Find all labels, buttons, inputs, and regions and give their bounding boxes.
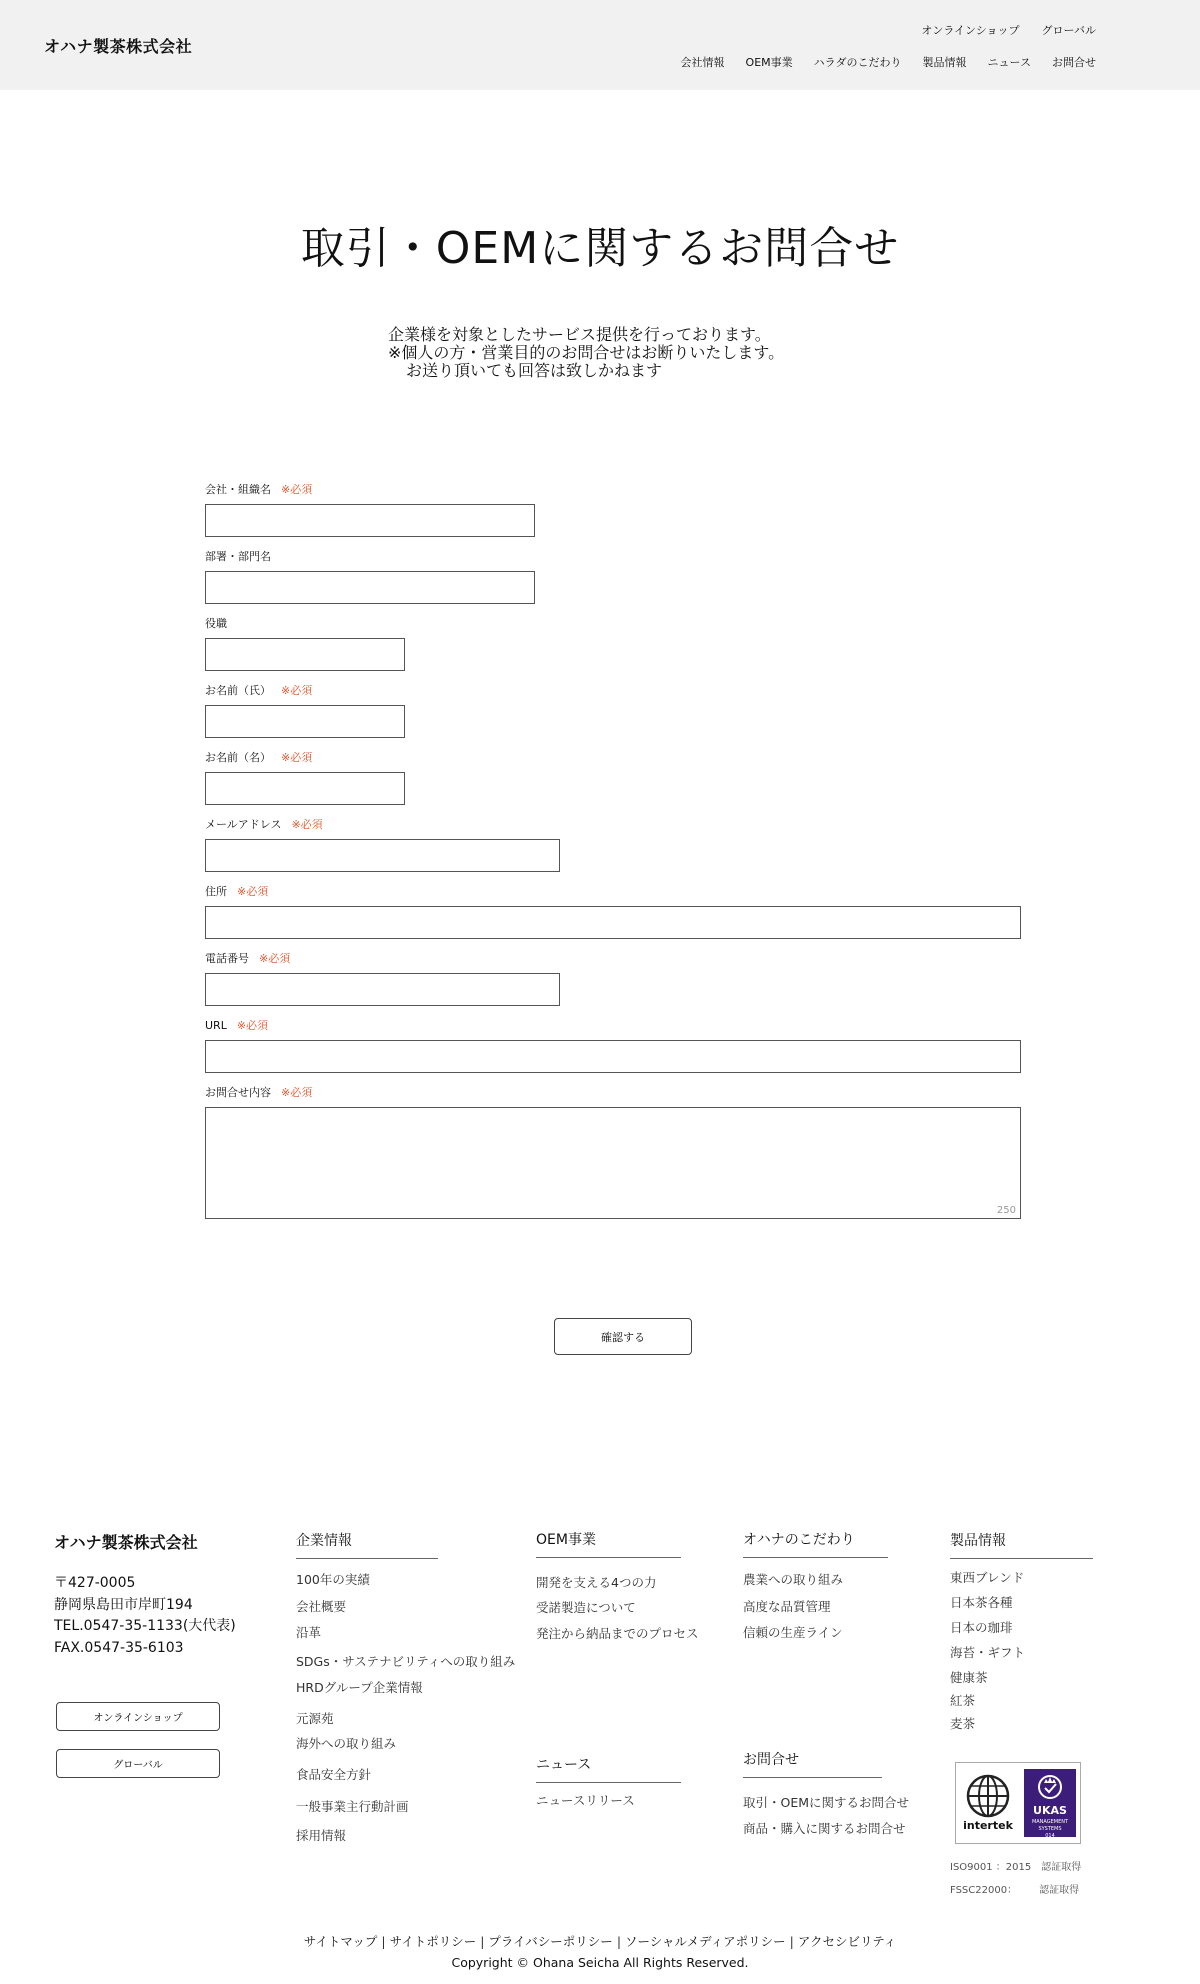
footer-col-news [536,1754,681,1795]
telephone: TEL.0547-35-1133(大代表) [54,1618,236,1634]
company-input[interactable] [205,504,535,537]
footer-link[interactable]: 受諾製造について [536,1600,636,1615]
footer-online-shop-button[interactable]: オンラインショップ [56,1702,220,1731]
footer-link[interactable]: 沿革 [296,1625,322,1640]
footer-link[interactable]: 日本の珈琲 [950,1620,1013,1635]
street-address: 静岡県島田市岸町194 [54,1596,193,1613]
footer-link[interactable]: 東西ブレンド [950,1570,1025,1585]
footer-link[interactable]: 商品・購入に関するお問合せ [743,1821,906,1836]
footer-link[interactable]: 採用情報 [296,1828,347,1843]
footer-link[interactable]: 麦茶 [950,1716,976,1731]
nav-news[interactable]: ニュース [987,56,1031,69]
required-mark: ※必須 [237,885,269,898]
footer-col-heading[interactable]: 企業情報 [296,1530,438,1559]
inquiry-textarea-wrap [205,1107,1021,1219]
intro-line: お送り頂いても回答は致しかねます [406,361,663,380]
footer-link[interactable]: ニュースリリース [536,1793,635,1808]
footer-global-button[interactable]: グローバル [56,1749,220,1778]
footer-col-heading[interactable]: ニュース [536,1754,681,1783]
field-email [205,817,560,872]
phone-input[interactable] [205,973,560,1006]
intro-line: 企業様を対象としたサービス提供を行っております。 [388,325,771,344]
footer-link[interactable]: 取引・OEMに関するお問合せ [743,1795,910,1810]
footer-link[interactable]: 元源苑 [296,1711,334,1726]
page-title: 取引・OEMに関するお問合せ [300,223,900,274]
intro-text [388,326,784,380]
field-label: 役職 [205,617,227,630]
header-top-links [921,22,1096,38]
footer-bottom-links: サイトマップ | サイトポリシー | プライバシーポリシー | ソーシャルメディアポリシー | アクセシビリティ [303,1934,897,1949]
field-label: メールアドレス [205,818,282,831]
main-nav [681,54,1096,70]
position-input[interactable] [205,638,405,671]
privacy-policy-link[interactable]: プライバシーポリシー [488,1934,613,1949]
footer-link[interactable]: 紅茶 [950,1693,976,1708]
footer-link[interactable]: 発注から納品までのプロセス [536,1626,699,1641]
confirm-button[interactable]: 確認する [554,1318,692,1355]
footer-link[interactable]: 信頼の生産ライン [743,1625,843,1640]
footer-col-oem [536,1529,681,1570]
email-input[interactable] [205,839,560,872]
footer-link[interactable]: 高度な品質管理 [743,1599,831,1614]
field-url [205,1018,1021,1073]
field-label: URL [205,1019,227,1032]
ukas-wordmark: UKAS [1033,1804,1067,1817]
footer-link[interactable]: 食品安全方針 [296,1767,372,1782]
field-label: お名前（名） [205,751,271,764]
footer-logo[interactable]: オハナ製茶株式会社 [54,1533,198,1552]
intro-line: ※個人の方・営業目的のお問合せはお断りいたします。 [388,343,785,362]
cert-name: FSSC22000： [950,1885,1018,1896]
copyright: Copyright © Ohana Seicha All Rights Reserved. [451,1955,749,1970]
footer-link[interactable]: 開発を支える4つの力 [536,1575,657,1590]
footer-col-heading[interactable]: OEM事業 [536,1529,681,1558]
footer-link[interactable]: 一般事業主行動計画 [296,1799,409,1814]
required-mark: ※必須 [281,1086,313,1099]
footer-address [54,1573,236,1659]
footer-link[interactable]: 会社概要 [296,1599,347,1614]
global-link[interactable]: グローバル [1041,24,1096,37]
first-name-input[interactable] [205,772,405,805]
footer-company-info [54,1530,236,1659]
intertek-wordmark: intertek [963,1819,1013,1832]
footer-link[interactable]: HRDグループ企業情報 [296,1680,423,1695]
postal-code: 〒427-0005 [54,1575,136,1591]
site-logo[interactable]: オハナ製茶株式会社 [44,37,193,56]
field-position [205,616,405,671]
field-address [205,884,1021,939]
cert-status: 認証取得 [1041,1862,1082,1873]
field-company [205,482,535,537]
nav-products[interactable]: 製品情報 [922,56,967,69]
sitemap-link[interactable]: サイトマップ [303,1934,378,1949]
required-mark: ※必須 [281,483,313,496]
required-mark: ※必須 [281,684,313,697]
required-mark: ※必須 [259,952,291,965]
required-mark: ※必須 [281,751,313,764]
field-label: お名前（氏） [205,684,271,697]
field-label: 住所 [205,885,227,898]
field-phone [205,951,560,1006]
fax: FAX.0547-35-6103 [54,1639,184,1656]
footer-col-contact [743,1749,882,1790]
field-label: 部署・部門名 [205,550,271,563]
certification-logos [955,1762,1081,1844]
nav-contact[interactable]: お問合せ [1052,56,1096,69]
url-input[interactable] [205,1040,1021,1073]
footer-col-heading[interactable]: 製品情報 [950,1530,1093,1559]
crown-icon [1024,1769,1076,1801]
footer-col-company [296,1530,438,1571]
last-name-input[interactable] [205,705,405,738]
department-input[interactable] [205,571,535,604]
cert-iso9001 [950,1858,1081,1873]
footer-link[interactable]: 日本茶各種 [950,1595,1013,1610]
ukas-logo [1024,1769,1076,1837]
footer-link[interactable]: 100年の実績 [296,1572,370,1587]
field-first-name [205,750,405,805]
footer-col-products [950,1530,1093,1571]
inquiry-textarea[interactable] [206,1108,1020,1218]
field-department [205,549,535,604]
site-policy-link[interactable]: サイトポリシー [389,1934,477,1949]
ukas-subtext: MANAGEMENT SYSTEMS [1031,1819,1069,1832]
field-label: 電話番号 [205,952,249,965]
field-label: 会社・組織名 [205,483,271,496]
footer-link[interactable]: 農業への取り組み [743,1572,844,1587]
footer-col-heading[interactable]: お問合せ [743,1749,882,1778]
required-mark: ※必須 [236,1019,269,1032]
footer-link[interactable]: 海苔・ギフト [950,1645,1026,1660]
field-last-name [205,683,405,738]
cert-name: ISO9001 ：2015 [950,1862,1032,1873]
required-mark: ※必須 [291,818,323,831]
nav-company[interactable]: 会社情報 [680,56,725,69]
social-media-policy-link[interactable]: ソーシャルメディアポリシー [625,1934,786,1949]
footer-link[interactable]: 健康茶 [950,1670,988,1685]
accessibility-link[interactable]: アクセシビリティ [797,1934,897,1949]
field-inquiry [205,1085,1021,1219]
cert-status: 認証取得 [1039,1885,1080,1896]
nav-oem[interactable]: OEM事業 [745,56,793,69]
cert-fssc22000 [950,1881,1079,1896]
online-shop-link[interactable]: オンラインショップ [921,24,1020,37]
site-header [0,0,1200,90]
footer-link[interactable]: 海外への取り組み [296,1736,397,1751]
footer-col-heading[interactable]: オハナのこだわり [743,1529,888,1558]
intertek-logo [962,1769,1014,1837]
footer-link[interactable]: SDGs・サステナビリティへの取り組み [296,1654,516,1669]
character-counter: 250 [996,1205,1016,1216]
nav-harada[interactable]: ハラダのこだわり [813,56,902,69]
address-input[interactable] [205,906,1021,939]
field-label: お問合せ内容 [205,1086,271,1099]
footer-col-kodawari [743,1529,888,1570]
ukas-number: 014 [1045,1833,1055,1839]
